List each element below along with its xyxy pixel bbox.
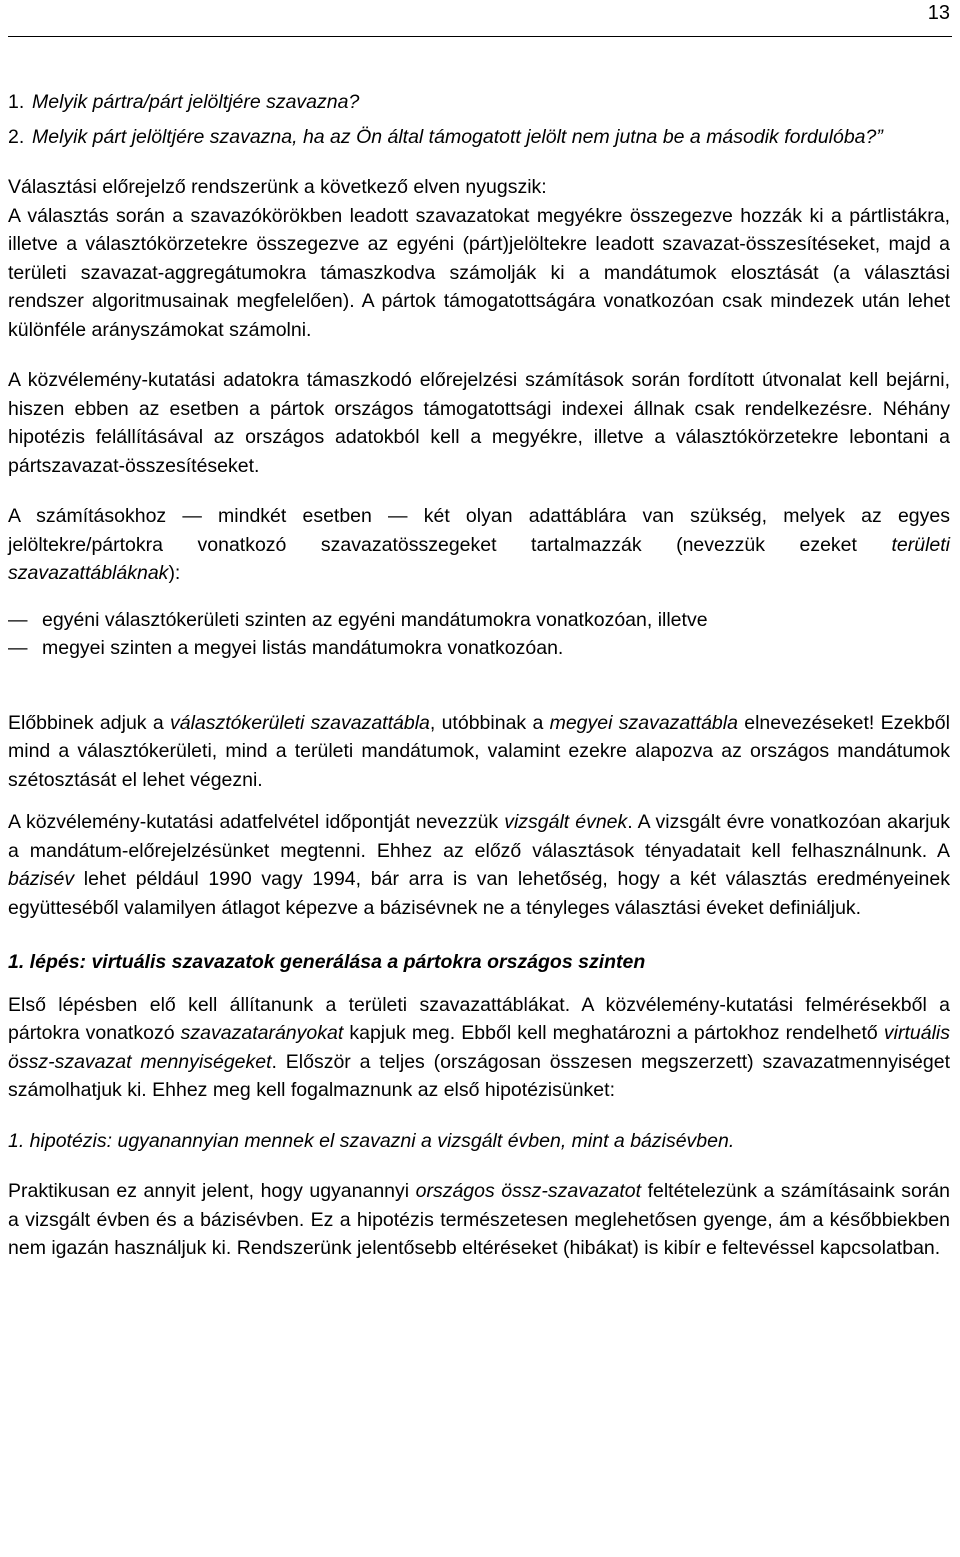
term-district-table: választókerületi szavazattábla: [169, 711, 430, 734]
section-heading: 1. lépés: virtuális szavazatok generálása a pártokra országos szinten: [8, 951, 646, 973]
text-run: feltételezünk a számításaink során a vizsgált évben és a bázisévben. Ez a hipotézis természetesen meglehetősen gyenge, ám a későbbiekben nem igazán használjuk ki. Rendszerünk jelentősebb eltéréseket (hibákat) is kibír e feltevéssel kapcsolatban.: [8, 1180, 950, 1259]
term-regional-tables: területi szavazattábláknak: [8, 533, 950, 584]
list-item: [8, 634, 950, 663]
term-national-total: országos össz-szavazatot: [415, 1180, 642, 1202]
text-run: Első lépésben elő kell állítanunk a területi szavazattáblákat. A közvélemény-kutatási felmérésekből a pártokra vonatkozó: [8, 993, 950, 1044]
term-virtual-votes: virtuális össz-szavazat mennyiségeket: [8, 1022, 951, 1073]
term-base-year: bázisév: [8, 868, 75, 890]
text-run: A közvélemény-kutatási adatfelvétel időpontját nevezzük: [8, 811, 505, 833]
paragraph-tables: [8, 502, 950, 588]
question-text: Melyik pártra/párt jelöltjére szavazna?: [32, 91, 360, 113]
header-rule: [8, 36, 952, 37]
text-run: Előbbinek adjuk a: [8, 711, 170, 734]
question-list: [8, 88, 950, 151]
dash-marker: —: [8, 608, 28, 631]
paragraph-intro: Választási előrejelző rendszerünk a következő elven nyugszik:: [8, 176, 547, 198]
list-item-text: egyéni választókerületi szinten az egyéni mandátumokra vonatkozóan, illetve: [42, 608, 708, 631]
list-item-text: megyei szinten a megyei listás mandátumokra vonatkozóan.: [42, 637, 564, 659]
bullet-list: [8, 606, 950, 663]
question-number: 2.: [8, 125, 25, 148]
text-run: Praktikusan ez annyit jelent, hogy ugyanannyi: [8, 1180, 416, 1202]
text-run: . Először a teljes (országosan összesen megszerzett) szavazatmennyiséget számolhatjuk ki. Ehhez meg kell fogalmaznunk az első hipotézisünket:: [8, 1050, 950, 1101]
paragraph-base-year: [8, 808, 950, 922]
paragraph-practical: [8, 1177, 950, 1263]
text-run: , utóbbinak a: [429, 711, 550, 734]
text-run: lehet például 1990 vagy 1994, bár arra is van lehetőség, hogy a két választás eredményeinek együtteséből valamilyen átlagot képezve a bázisévnek ne a tényleges választási éveket definiáljuk.: [8, 868, 950, 919]
text-run: kapjuk meg. Ebből kell meghatározni a pártokhoz rendelhető: [343, 1022, 884, 1044]
text-run: ):: [168, 562, 181, 584]
term-vote-ratios: szavazatarányokat: [180, 1022, 344, 1044]
text-run: elnevezéseket! Ezekből mind a választókerületi, mind a területi mandátumok, valamint ezekre alapozva az országos mandátumok szétosztását el lehet végezni.: [8, 711, 950, 791]
page-number: 13: [927, 2, 950, 24]
text-run: A számításokhoz — mindkét esetben — két olyan adattáblára van szükség, melyek az egyes jelöltekre/pártokra vonatkozó szavazatösszegeket tartalmazzák (nevezzük ezeket: [8, 505, 950, 556]
paragraph-step-one: [8, 991, 950, 1105]
question-text: Melyik párt jelöltjére szavazna, ha az Ön által támogatott jelölt nem jutna be a második fordulóba?”: [32, 125, 883, 148]
term-county-table: megyei szavazattábla: [549, 711, 738, 734]
question-item: [8, 123, 950, 152]
question-number: 1.: [8, 91, 25, 113]
paragraph-naming: [8, 709, 950, 795]
paragraph-survey-method: A közvélemény-kutatási adatokra támaszkodó előrejelzési számítások során fordított útvonalat kell bejárni, hiszen ebben az esetben a pártok országos támogatottsági indexei állnak csak rendelkezésre. Néhány hipotézis felállításával az országos adatokból kell a megyékre, illetve a választókörzetekre lebontani a pártszavazat-összesítéseket.: [8, 369, 950, 477]
dash-marker: —: [8, 637, 28, 659]
paragraph-method: A választás során a szavazókörökben leadott szavazatokat megyékre összegezve hozzák ki a pártlistákra, illetve a választókörzetekre összegezve az egyéni (párt)jelöltekre leadott szavazat-összesítéseket, majd a területi szavazat-aggregátumokra támaszkodva számolják ki a mandátumok elosztását (a választási rendszer algoritmusainak megfelelően). A pártok támogatottságára vonatkozóan csak mindezek után lehet különféle arányszámokat számolni.: [8, 204, 950, 341]
term-examined-year: vizsgált évnek: [504, 811, 628, 833]
hypothesis-statement: 1. hipotézis: ugyanannyian mennek el szavazni a vizsgált évben, mint a bázisévben.: [8, 1129, 735, 1152]
list-item: [8, 606, 950, 635]
text-run: . A vizsgált évre vonatkozóan akarjuk a mandátum-előrejelzésünket megtenni. Ehhez az előző választások tényadatait kell felhasználnunk. A: [8, 811, 950, 862]
question-item: [8, 88, 950, 117]
document-body: [8, 88, 950, 1263]
